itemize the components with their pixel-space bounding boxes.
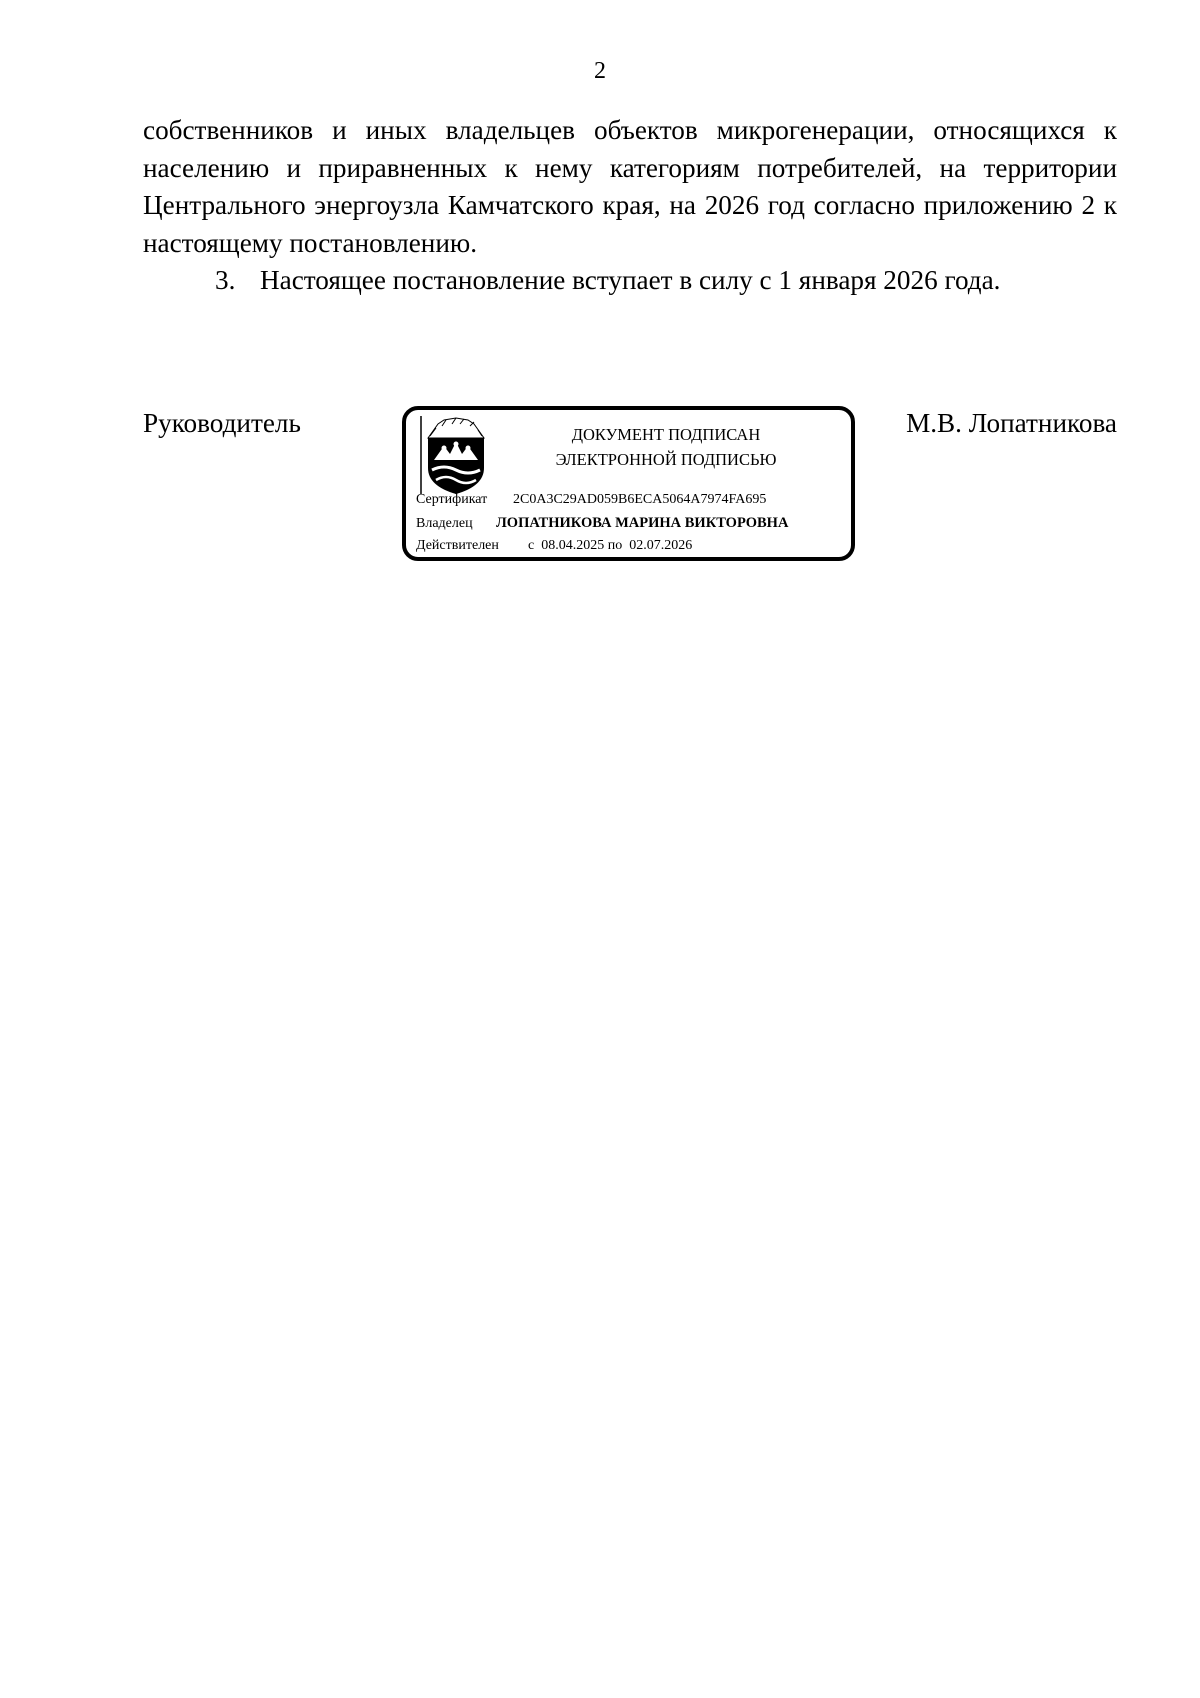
certificate-value: 2C0A3C29AD059B6ECA5064A7974FA695 bbox=[513, 492, 767, 507]
validity-row bbox=[416, 536, 692, 556]
page-number: 2 bbox=[594, 58, 606, 84]
owner-row bbox=[416, 513, 788, 534]
certificate-label: Сертификат bbox=[416, 492, 488, 507]
valid-to-word: по bbox=[607, 538, 623, 553]
paragraph-continuation: собственников и иных владельцев объектов микрогенерации, относящихся к населению и приравненных к нему категориям потребителей, на территории Центрального энергоузла Камчатского края, на 2026 год согласно приложению 2 к настоящему постановлению. bbox=[143, 115, 1117, 258]
owner-label: Владелец bbox=[416, 516, 473, 531]
validity-label: Действителен bbox=[416, 538, 499, 553]
document-body bbox=[143, 112, 1117, 300]
paragraph-item-3 bbox=[143, 262, 1117, 300]
signer-position: Руководитель bbox=[143, 408, 301, 438]
stamp-heading-line-2: ЭЛЕКТРОННОЙ ПОДПИСЬЮ bbox=[555, 450, 777, 469]
item-text: Настоящее постановление вступает в силу с 1 января 2026 года. bbox=[260, 265, 1001, 295]
electronic-signature-stamp bbox=[402, 406, 855, 561]
signer-name: М.В. Лопатникова bbox=[906, 408, 1117, 438]
valid-to-date: 02.07.2026 bbox=[629, 538, 693, 553]
owner-value: ЛОПАТНИКОВА МАРИНА ВИКТОРОВНА bbox=[496, 515, 789, 531]
valid-from-date: 08.04.2025 bbox=[541, 538, 605, 553]
stamp-heading bbox=[502, 422, 830, 472]
valid-from-word: с bbox=[528, 538, 535, 553]
stamp-heading-line-1: ДОКУМЕНТ ПОДПИСАН bbox=[571, 425, 761, 444]
coat-of-arms-icon bbox=[418, 416, 494, 496]
item-number: 3. bbox=[215, 265, 236, 295]
certificate-row bbox=[416, 490, 766, 510]
